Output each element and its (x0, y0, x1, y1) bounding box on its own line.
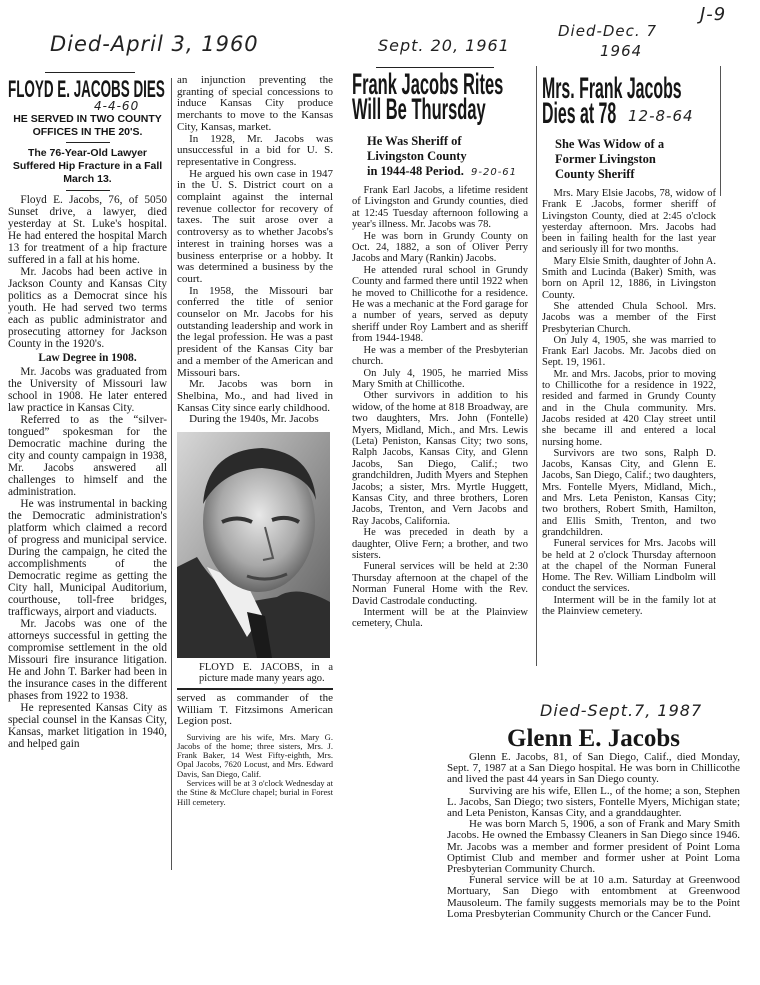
paragraph: Interment will be in the family lot at the Plainview cemetery. (542, 594, 716, 617)
paragraph: During the 1940s, Mr. Jacobs (189, 413, 319, 426)
handwritten-death-date-floyd: Died-April 3, 1960 (50, 32, 259, 56)
paragraph: served as commander of the William T. Fitzsimons American Legion post. (177, 692, 333, 728)
paragraph: He attended rural school in Grundy County and farmed there until 1922 when he moved to Chillicothe for a residence. He was a mechanic at the Ford garage for a number of years, served as deputy sheriff under Roy Lambert and as sheriff from 1944-1948. (352, 264, 528, 345)
frank-headline-line2: Will Be Thursday (352, 93, 486, 126)
mrs-frank-body (542, 188, 716, 617)
handwritten-short-date-frank: 9-20-61 (471, 167, 518, 178)
paragraph: He was born March 5, 1906, a son of Frank and Mary Smith Jacobs. He owned the Embassy Cleaners in San Diego since 1946. Mr. Jacobs was a member and former president of Point Loma Optimist Club and member and former usher at Point Loma Presbyterian Community Church. (447, 818, 740, 876)
frank-deck-line1: He Was Sheriff of (367, 134, 462, 148)
floyd-headline-text: FLOYD E. JACOBS DIES (8, 76, 165, 103)
paragraph: Frank Earl Jacobs, a lifetime resident of Livingston and Grundy counties, died at 12:45 Tuesday afternoon following a year's illness. Mr. Jacobs was 78. (352, 185, 528, 231)
mrs-frank-headline-line1: Mrs. Frank Jacobs (542, 72, 682, 105)
floyd-column-2-body (177, 75, 333, 426)
paragraph: Mr. and Mrs. Jacobs, prior to moving to Chillicothe for a residence in 1922, resided and farmed in Grundy County and in the Chula community. Mrs. Jacobs resided at 420 Clay street until she became ill and entered a local nursing home. (542, 368, 716, 448)
divider (66, 190, 110, 191)
frank-headline-line1: Frank Jacobs Rites (352, 68, 504, 101)
paragraph: Funeral services for Mrs. Jacobs will be held at 2 o'clock Thursday afternoon at the chapel of the Norman Funeral Home. The Rev. William Lindbolm will conduct the services. (542, 538, 716, 595)
column-divider (171, 78, 172, 870)
frank-deck (367, 134, 528, 179)
handwritten-date-mrs: 12-8-64 (628, 107, 694, 125)
paragraph: He was a member of the Presbyterian church. (352, 344, 528, 368)
paragraph: Floyd E. Jacobs, 76, of 5050 Sunset drive, a lawyer, died yesterday at St. Luke's hospital. He had entered the hospital March 13 for treatment of a hip fracture suffered in a fall at his home. (8, 194, 167, 266)
floyd-column-2-continued (177, 693, 333, 728)
floyd-portrait-photo (177, 432, 330, 658)
paragraph: Glenn E. Jacobs, 81, of San Diego, Calif., died Monday, Sept. 7, 1987 at a San Diego hospital. He was born in Chillicothe and lived the past 44 years in San Diego county. (447, 751, 740, 786)
paragraph: He was instrumental in backing the Democratic administration's platform which claimed a record of progress and municipal service. During the campaign, he cited the accomplishments of the Democratic regime as getting the City hall, Municipal Auditorium, courthouse, toll-free bridges, trafficways, airport and viaducts. (8, 498, 167, 618)
floyd-column-2 (177, 75, 333, 807)
paragraph: He argued his own case in 1947 in the U. S. District court on a complaint against the internal revenue collector for recovery of taxes. The suit arose over a controversy as to whether Jacobs's interest in training horses was a business enterprise or a hobby. It was determined a business by the court. (177, 167, 333, 285)
survivors-paragraph: Surviving are his wife, Mrs. Mary G. Jacobs of the home; three sisters, Mrs. J. Frank Baker, 14 West Fifty-eighth, Mrs. Opal Jacobs, 7620 Locust, and Mrs. Edward Davis, San Diego, Calif. (177, 731, 333, 779)
paragraph: On July 4, 1905, she was married to Frank Earl Jacobs. Mr. Jacobs died on Sept. 19, 1961. (542, 334, 716, 369)
paragraph: In 1928, Mr. Jacobs was unsuccessful in a bid for U. S. representative in Congress. (177, 132, 333, 168)
glenn-headline: Glenn E. Jacobs (507, 725, 680, 752)
frank-headline (352, 68, 528, 126)
floyd-subdeck: The 76-Year-Old Lawyer Suffered Hip Fracture in a Fall March 13. (12, 147, 163, 185)
handwritten-death-date-glenn: Died-Sept.7, 1987 (540, 701, 703, 720)
paragraph: He was born in Grundy County on Oct. 24, 1882, a son of Oliver Perry Jacobs and Mary (Rankin) Jacobs. (352, 230, 528, 265)
divider (66, 142, 110, 143)
frank-deck-line3: in 1944-48 Period. (367, 164, 464, 178)
mrs-frank-headline-line2: Dies at 78 (542, 97, 617, 130)
mrs-frank-deck-line1: She Was Widow of a (555, 137, 665, 151)
floyd-column-1-body (8, 194, 167, 750)
mrs-frank-deck-line3: County Sheriff (555, 167, 635, 181)
paragraph: Mr. Jacobs was born in Shelbina, Mo., and had lived in Kansas City since early childhood. (177, 378, 333, 414)
mrs-frank-deck (555, 137, 716, 182)
paragraph: Funeral services will be held at 2:30 Thursday afternoon at the chapel of the Norman Funeral Home with the Rev. David Castrodale conducting. (352, 561, 528, 607)
floyd-column-1 (8, 76, 167, 750)
paragraph: Mr. Jacobs was graduated from the University of Missouri law school in 1908. He later entered law practice in Kansas City. (8, 366, 167, 414)
paragraph: Surviving are his wife, Ellen L., of the home; a son, Stephen L. Jacobs, San Diego; two sisters, Fontelle Myers, Michigan state; and Leta Peniston, Kansas City, and a granddaughter. (447, 784, 740, 820)
paragraph: an injunction preventing the granting of special concessions to induce Kansas City produce merchants to move to the Kansas City, Kansas, market. (177, 74, 333, 133)
law-degree-subhead: Law Degree in 1908. (38, 352, 137, 364)
paragraph: Referred to as the “silver-tongued” spokesman for the Democratic machine during the city and county campaign in 1938, Mr. Jacobs answered all challenges to himself and the administration. (8, 414, 167, 498)
paragraph: Interment will be at the Plainview cemetery, Chula. (352, 607, 528, 630)
handwritten-death-date-mrs-line2: 1964 (600, 42, 643, 60)
paragraph: He was preceded in death by a daughter, Olive Fern; a brother, and two sisters. (352, 527, 528, 561)
handwritten-page-ref: J-9 (700, 4, 727, 25)
paragraph: In 1958, the Missouri bar conferred the title of senior counselor on Mr. Jacobs for his outstanding leadership and work in the legal profession. He was a past president of the Kansas City bar and a member of the American and Missouri bars. (177, 284, 333, 379)
floyd-headline (8, 76, 167, 103)
frank-body (352, 185, 528, 630)
paragraph: She attended Chula School. Mrs. Jacobs was a member of the First Presbyterian Church. (542, 300, 716, 335)
paragraph: Mr. Jacobs was one of the attorneys successful in getting the compromise settlement in the old Missouri fire insurance litigation. He and John T. Barker had been in the insurance cases in the different phases from 1922 to 1938. (8, 618, 167, 702)
paragraph: Survivors are two sons, Ralph D. Jacobs, Kansas City, and Glenn E. Jacobs, San Diego, Calif.; two daughters, Mrs. Fontelle Myers, Midland, Mich., and Mrs. Leta Peniston, Kansas City; two brothers, Robert Smith, Hamilton, and Ellis Smith, Trenton, and two grandchildren. (542, 447, 716, 538)
glenn-body (447, 752, 740, 920)
floyd-survivors-services (177, 733, 333, 807)
mrs-frank-article (542, 72, 716, 617)
handwritten-death-date-mrs-line1: Died-Dec. 7 (558, 22, 657, 40)
column-divider (536, 66, 537, 666)
services-paragraph: Services will be at 3 o'clock Wednesday at the Stine & McClure chapel; burial in Forest Hill cemetery. (177, 778, 333, 807)
column-divider (720, 66, 721, 196)
paragraph: Mr. Jacobs had been active in Jackson County and Kansas City politics as a Democrat since his youth. He had served two terms each as public administrator and prosecuting attorney for Jackson County in the 1920's. (8, 266, 167, 350)
paragraph: He represented Kansas City as special counsel in the Kansas City, Kansas, market litigation in 1940, and helped gain (8, 702, 167, 750)
mrs-frank-headline (542, 72, 716, 130)
paragraph: Mrs. Mary Elsie Jacobs, 78, widow of Frank E .Jacobs, former sheriff of Livingston County, died at 2:45 o'clock yesterday afternoon. Mrs. Jacobs had been in failing health for the last year and seriously ill for two months. (542, 188, 716, 256)
paragraph: Other survivors in addition to his widow, of the home at 818 Broadway, are two daughters, Mrs. John (Fontelle) Myers, Midland, Mich., and Mrs. Lewis (Leta) Peniston, Kansas City; two sons, Ralph Jacobs, Kansas City, and Glenn Jacobs, San Diego, Calif.; two grandchildren, Judith Myers and Stephen Jacobs; a sister, Mrs. Myrtle Huggett, Kansas City, and three brothers, Loren Jacobs, Trenton, and Vern Jacobs and Ray Jacobs, California. (352, 390, 528, 527)
divider (45, 72, 135, 73)
mrs-frank-deck-line2: Former Livingston (555, 152, 656, 166)
paragraph: On July 4, 1905, he married Miss Mary Smith at Chillicothe. (352, 367, 528, 390)
glenn-article (447, 703, 740, 920)
floyd-deck: HE SERVED IN TWO COUNTY OFFICES IN THE 20'S. (13, 113, 162, 138)
divider (177, 688, 333, 690)
frank-deck-line2: Livingston County (367, 149, 467, 163)
paragraph: Funeral service will be at 10 a.m. Saturday at Greenwood Mortuary, San Diego with entombment at Greenwood Mausoleum. The family suggests memorials may be to the Point Loma Presbyterian Community Church or the Cancer Fund. (447, 874, 740, 920)
frank-article (352, 67, 528, 630)
handwritten-date-frank: Sept. 20, 1961 (378, 36, 510, 55)
paragraph: Mary Elsie Smith, daughter of John A. Smith and Lucinda (Baker) Smith, was born on April 12, 1886, in Livingston County. (542, 255, 716, 301)
handwritten-date-floyd: 4-4-60 (94, 99, 140, 113)
floyd-photo-caption: FLOYD E. JACOBS, in a picture made many years ago. (199, 662, 333, 684)
